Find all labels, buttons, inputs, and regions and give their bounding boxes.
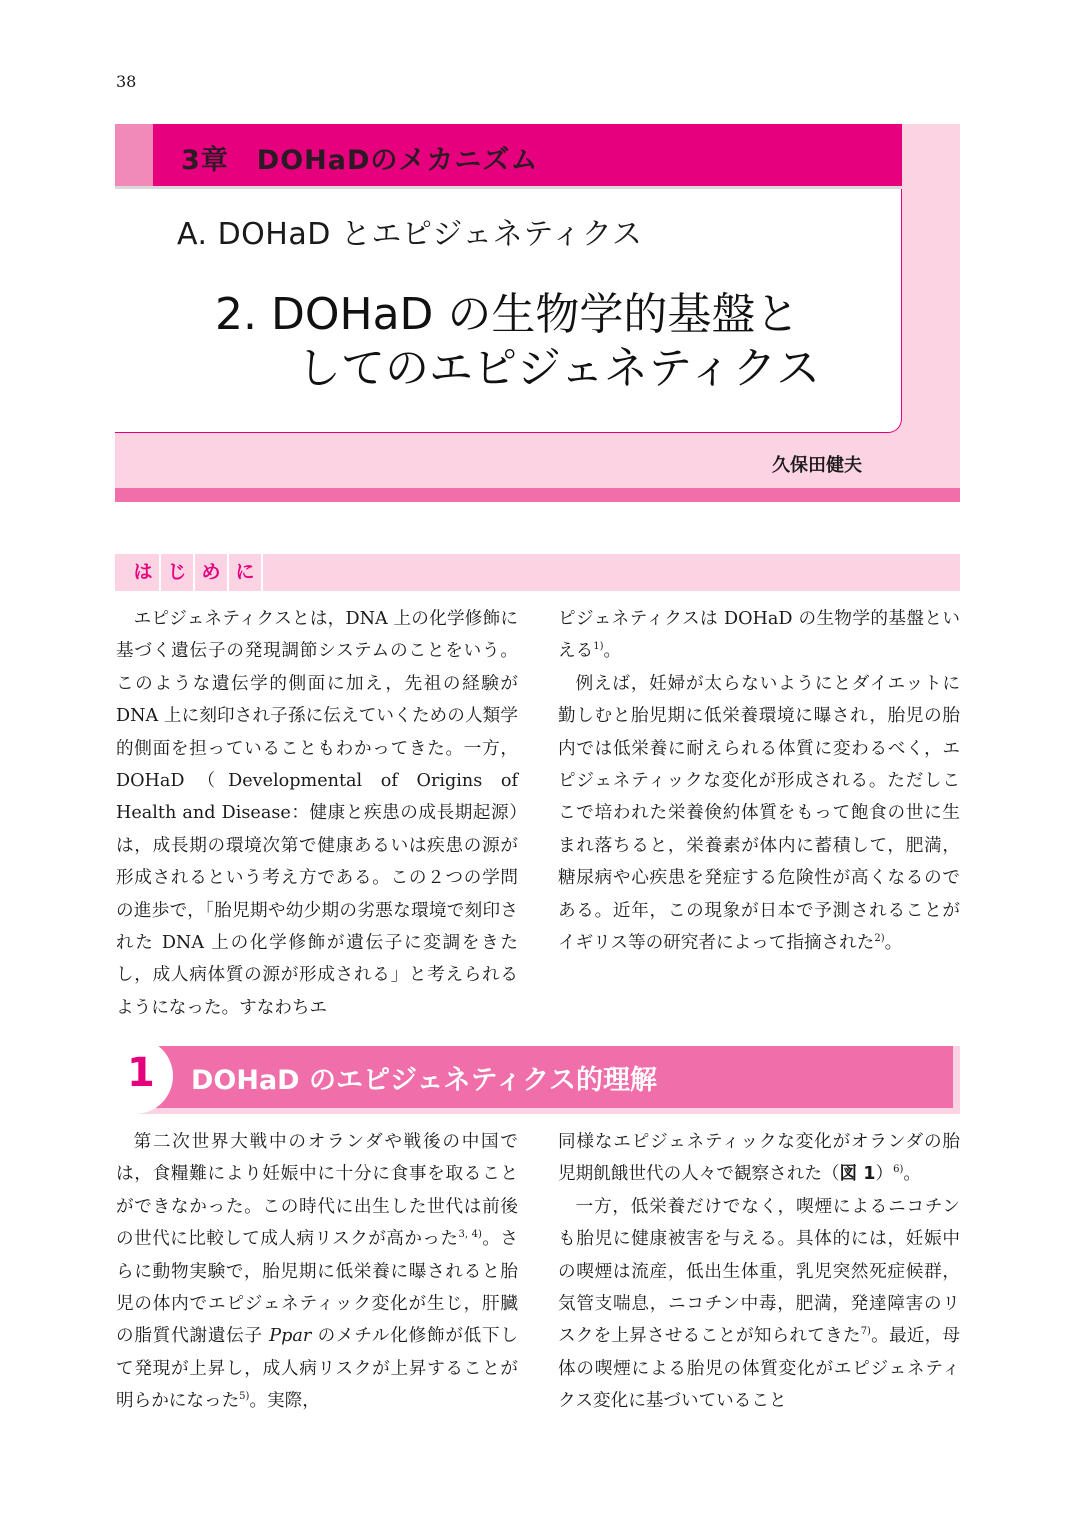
citation: 6) bbox=[893, 1164, 904, 1176]
citation: 5) bbox=[239, 1391, 250, 1403]
intro-heading-char: に bbox=[229, 554, 263, 591]
page-title bbox=[215, 288, 820, 396]
intro-right-column bbox=[558, 603, 960, 959]
section-1-right-column bbox=[558, 1126, 960, 1418]
author-name: 久保田健夫 bbox=[772, 455, 862, 476]
figure-reference[interactable]: 図 1 bbox=[839, 1164, 876, 1185]
citation: 3, 4) bbox=[458, 1229, 482, 1241]
section-heading: A. DOHaD とエピジェネティクス bbox=[177, 217, 643, 252]
header-title-panel bbox=[115, 124, 902, 433]
intro-left-column bbox=[116, 603, 518, 1024]
gene-name: Ppar bbox=[269, 1326, 312, 1347]
section-1-left-column bbox=[116, 1126, 518, 1418]
page-title-line-1: 2. DOHaD の生物学的基盤と bbox=[215, 289, 800, 340]
citation: 1) bbox=[593, 641, 604, 653]
chapter-bar-shadow bbox=[115, 186, 902, 189]
chapter-bar-accent bbox=[115, 124, 153, 186]
page-number: 38 bbox=[116, 72, 137, 91]
chapter-bar bbox=[115, 124, 902, 186]
intro-heading-char: は bbox=[115, 554, 161, 591]
chapter-header bbox=[115, 124, 960, 502]
section-1-paragraph: 第二次世界大戦中のオランダや戦後の中国では，食糧難により妊娠中に十分に食事を取ることができなかった。この時代に出生した世代は前後の世代に比較して成人病リスクが高かった$^{3, 4)}$。さらに動物実験で，胎児期に低栄養に曝されると胎児の体内でエピジェネティック変化が生じ，肝臓の脂質代謝遺伝子 Ppar のメチル化修飾が低下して発現が上昇し，成人病リスクが上昇することが明らかになった$^{5)}$。実際， bbox=[116, 1132, 518, 1412]
intro-paragraph: エピジェネティクスとは，DNA 上の化学修飾に基づく遺伝子の発現調節システムのことをいう。このような遺伝学的側面に加え，先祖の経験が DNA 上に刻印され子孫に伝えていくための人類学的側面を担っていることもわかってきた。一方，DOHaD（Developmental of Origins of Health and Disease：健康と疾患の成長期起源）は，成長期の環境次第で健康あるいは疾患の源が形成されるという考え方である。この２つの学問の進歩で，「胎児期や幼少期の劣悪な環境で刻印された DNA 上の化学修飾が遺伝子に変調をきたし，成人病体質の源が形成される」と考えられるようになった。すなわちエ bbox=[116, 609, 518, 1018]
citation: 2) bbox=[874, 933, 885, 945]
chapter-title: 3章 DOHaDのメカニズム bbox=[181, 145, 539, 176]
section-1-title: DOHaD のエピジェネティクス的理解 bbox=[191, 1065, 658, 1096]
intro-heading-char: め bbox=[195, 554, 229, 591]
intro-paragraph: 例えば，妊婦が太らないようにとダイエットに勤しむと胎児期に低栄養環境に曝され，胎児の胎内では低栄養に耐えられる体質に変わるべく，エピジェネティックな変化が形成される。ただしここで培われた栄養倹約体質をもって飽食の世に生まれ落ちると，栄養素が体内に蓄積して，肥満，糖尿病や心疾患を発症する危険性が高くなるのである。近年，この現象が日本で予測されることがイギリス等の研究者によって指摘された$^{2)}$。 bbox=[558, 673, 960, 954]
section-1-paragraph-continued: 同様なエピジェネティックな変化がオランダの胎児期飢餓世代の人々で観察された（図 1）$^{6)}$。 bbox=[558, 1132, 960, 1185]
page-title-line-2: してのエピジェネティクス bbox=[297, 343, 821, 394]
intro-heading-char: じ bbox=[161, 554, 195, 591]
intro-heading bbox=[115, 554, 960, 591]
header-bottom-bar bbox=[115, 488, 960, 502]
section-1-number: 1 bbox=[127, 1050, 155, 1096]
citation: 7) bbox=[860, 1326, 871, 1338]
section-1-paragraph: 一方，低栄養だけでなく，喫煙によるニコチンも胎児に健康被害を与える。具体的には，妊娠中の喫煙は流産，低出生体重，乳児突然死症候群，気管支喘息，ニコチン中毒，肥満，発達障害のリスクを上昇させることが知られてきた$^{7)}$。最近，母体の喫煙による胎児の体質変化がエピジェネティクス変化に基づいていること bbox=[558, 1196, 960, 1412]
intro-paragraph-continued: ピジェネティクスは DOHaD の生物学的基盤といえる$^{1)}$。 bbox=[558, 609, 960, 662]
section-1-heading bbox=[115, 1038, 960, 1114]
